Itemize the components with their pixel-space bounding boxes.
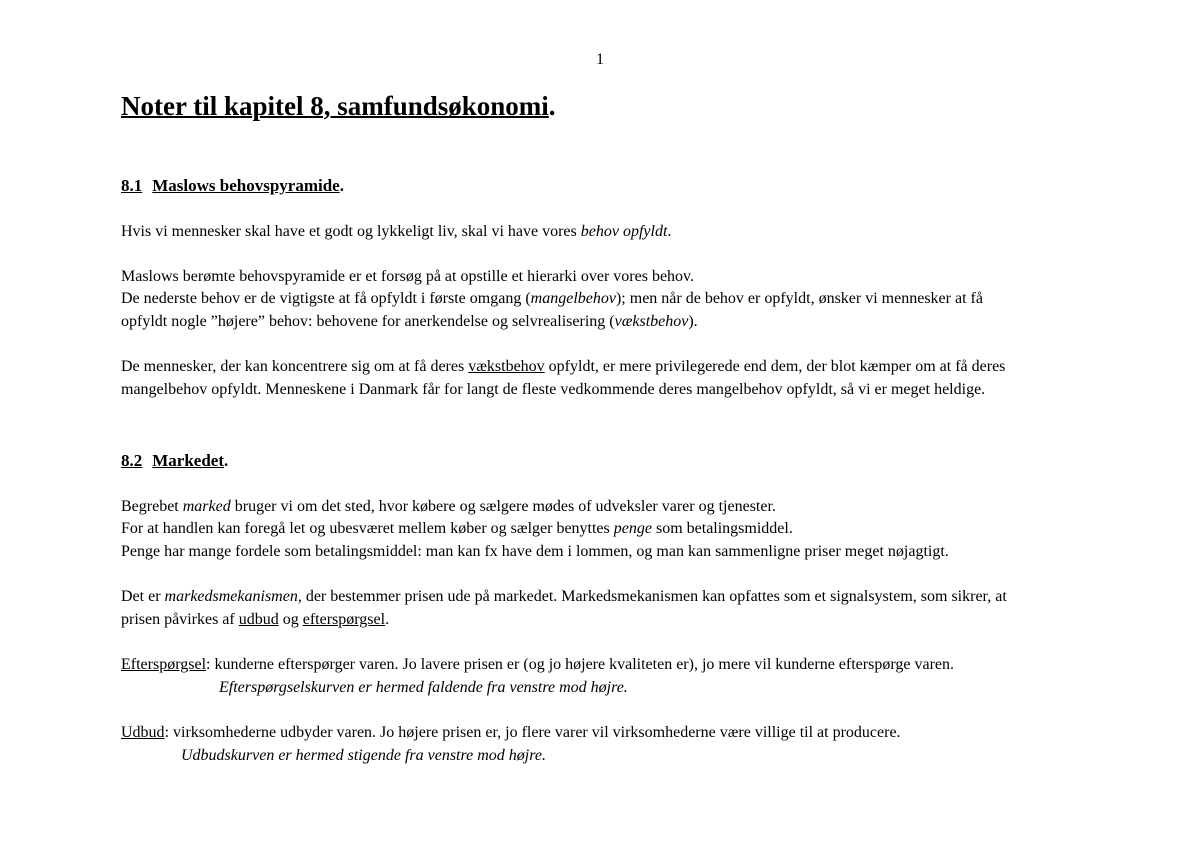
text-segment: Hvis vi mennesker skal have et godt og lykkeligt liv, skal vi have vores (121, 223, 581, 240)
text-segment: Det er (121, 588, 165, 605)
text-segment: bruger vi om det sted, hvor købere og sælgere mødes of udveksler varer og tjenester. (230, 498, 776, 515)
demand-definition (121, 655, 954, 675)
underlined-term: efterspørgsel (302, 611, 386, 628)
paragraph-line: Penge har mange fordele som betalingsmiddel: man kan fx have dem i lommen, og man kan sammenligne priser meget nøjagtigt. (121, 543, 949, 560)
text-segment: De mennesker, der kan koncentrere sig om at få deres (121, 358, 469, 375)
text-segment: De nederste behov er de vigtigste at få opfyldt i første omgang ( (121, 290, 531, 307)
text-segment: og (278, 611, 303, 628)
text-segment: ); men når de behov er opfyldt, ønsker vi mennesker at få (615, 290, 983, 307)
section-title: Markedet (152, 451, 225, 470)
section-number: 8.2 (121, 451, 143, 470)
paragraph-line (121, 289, 983, 309)
underlined-term: udbud (238, 611, 279, 628)
text-segment: , der bestemmer prisen ude på markedet. Markedsmekanismen kan opfattes som et signalsystem, som sikrer, at (297, 588, 1007, 605)
emphasis-text: behov opfyldt (580, 223, 668, 240)
text-segment: For at handlen kan foregå let og ubesværet mellem køber og sælger benyttes (121, 520, 614, 537)
document-title-period: . (548, 91, 556, 121)
text-segment: ). (688, 313, 698, 330)
section-title-period: . (339, 176, 344, 195)
text-segment: opfyldt nogle ”højere” behov: behovene for anerkendelse og selvrealisering ( (121, 313, 615, 330)
document-title-text: Noter til kapitel 8, samfundsøkonomi (121, 91, 549, 121)
underlined-term: Udbud (121, 724, 165, 741)
underlined-term: Efterspørgsel (121, 656, 207, 673)
emphasis-text: markedsmekanismen (164, 588, 298, 605)
text-segment: : kunderne efterspørger varen. Jo lavere prisen er (og jo højere kvaliteten er), jo mere vil kunderne efterspørge varen. (206, 656, 954, 673)
emphasis-text: marked (182, 498, 231, 515)
section-number: 8.1 (121, 176, 143, 195)
paragraph-line (121, 610, 389, 630)
paragraph-line (121, 497, 776, 517)
text-segment: . (667, 223, 672, 240)
paragraph-line (121, 222, 671, 242)
text-segment: . (385, 611, 390, 628)
section-heading-8-2 (121, 451, 228, 471)
emphasis-text: vækstbehov (614, 313, 689, 330)
supply-curve-note: Udbudskurven er hermed stigende fra venstre mod højre. (181, 747, 546, 764)
section-title-period: . (224, 451, 229, 470)
text-segment: Begrebet (121, 498, 183, 515)
demand-curve-note: Efterspørgselskurven er hermed faldende fra venstre mod højre. (219, 679, 628, 696)
text-segment: : virksomhederne udbyder varen. Jo højere prisen er, jo flere varer vil virksomhederne være villige til at producere. (164, 724, 901, 741)
emphasis-text: penge (613, 520, 652, 537)
text-segment: opfyldt, er mere privilegerede end dem, der blot kæmper om at få deres (544, 358, 1006, 375)
text-segment: prisen påvirkes af (121, 611, 239, 628)
paragraph-line (121, 587, 1007, 607)
paragraph-line: mangelbehov opfyldt. Menneskene i Danmark får for langt de fleste vedkommende deres mangelbehov opfyldt, så vi er meget heldige. (121, 381, 986, 398)
section-heading-8-1 (121, 176, 344, 196)
text-segment: som betalingsmiddel. (651, 520, 793, 537)
paragraph-line (121, 312, 698, 332)
section-title: Maslows behovspyramide (152, 176, 340, 195)
underlined-term: vækstbehov (468, 358, 545, 375)
paragraph-line: Maslows berømte behovspyramide er et forsøg på at opstille et hierarki over vores behov. (121, 268, 695, 285)
paragraph-line (121, 519, 793, 539)
document-title (121, 90, 556, 122)
supply-definition (121, 723, 901, 743)
page-number: 1 (596, 51, 604, 68)
paragraph-line (121, 357, 1005, 377)
emphasis-text: mangelbehov (530, 290, 616, 307)
